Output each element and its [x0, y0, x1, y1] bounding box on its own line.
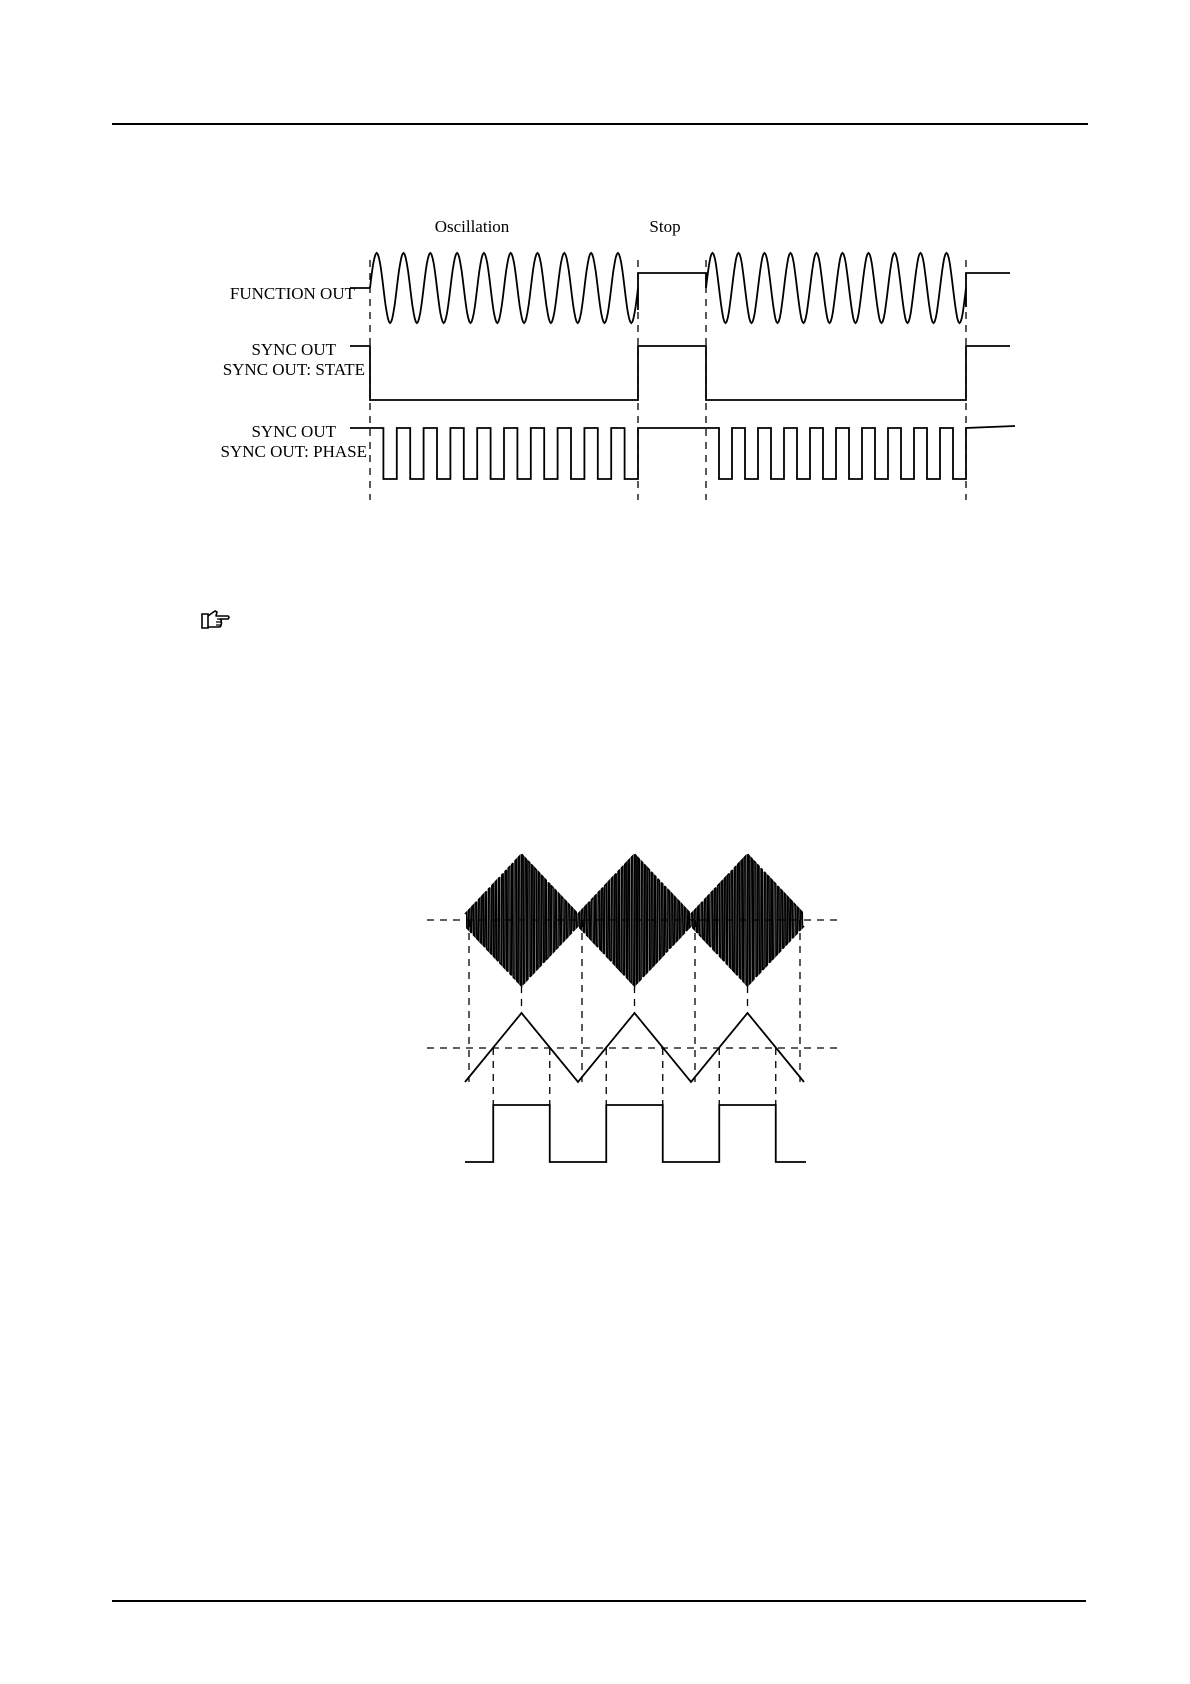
sync-phase-wave [350, 426, 1015, 479]
stop-label: Stop [649, 217, 681, 236]
modulation-waveforms [427, 854, 837, 1162]
square-wave [465, 1105, 806, 1162]
function-out-post [966, 273, 1010, 307]
function-out-label: FUNCTION OUT [229, 284, 355, 303]
modulated-carrier-wave [465, 854, 804, 986]
burst-timing-diagram [200, 215, 1000, 505]
sync-state-label-line2: SYNC OUT: STATE [222, 360, 365, 379]
sync-phase-label-line2: SYNC OUT: PHASE [220, 442, 367, 461]
function-out-burst-2 [706, 253, 966, 323]
sync-state-label-line1: SYNC OUT [251, 340, 336, 359]
sync-phase-label-line1: SYNC OUT [251, 422, 336, 441]
burst-waveforms [350, 253, 1015, 479]
sync-state-wave [350, 346, 1010, 400]
header-rule [112, 123, 1088, 125]
footer-rule [112, 1600, 1086, 1602]
function-out-burst-1 [370, 253, 638, 323]
pointing-hand-icon [200, 608, 232, 632]
modulation-diagram [430, 845, 850, 1170]
function-out-stop [638, 273, 706, 310]
oscillation-label: Oscillation [434, 217, 510, 236]
